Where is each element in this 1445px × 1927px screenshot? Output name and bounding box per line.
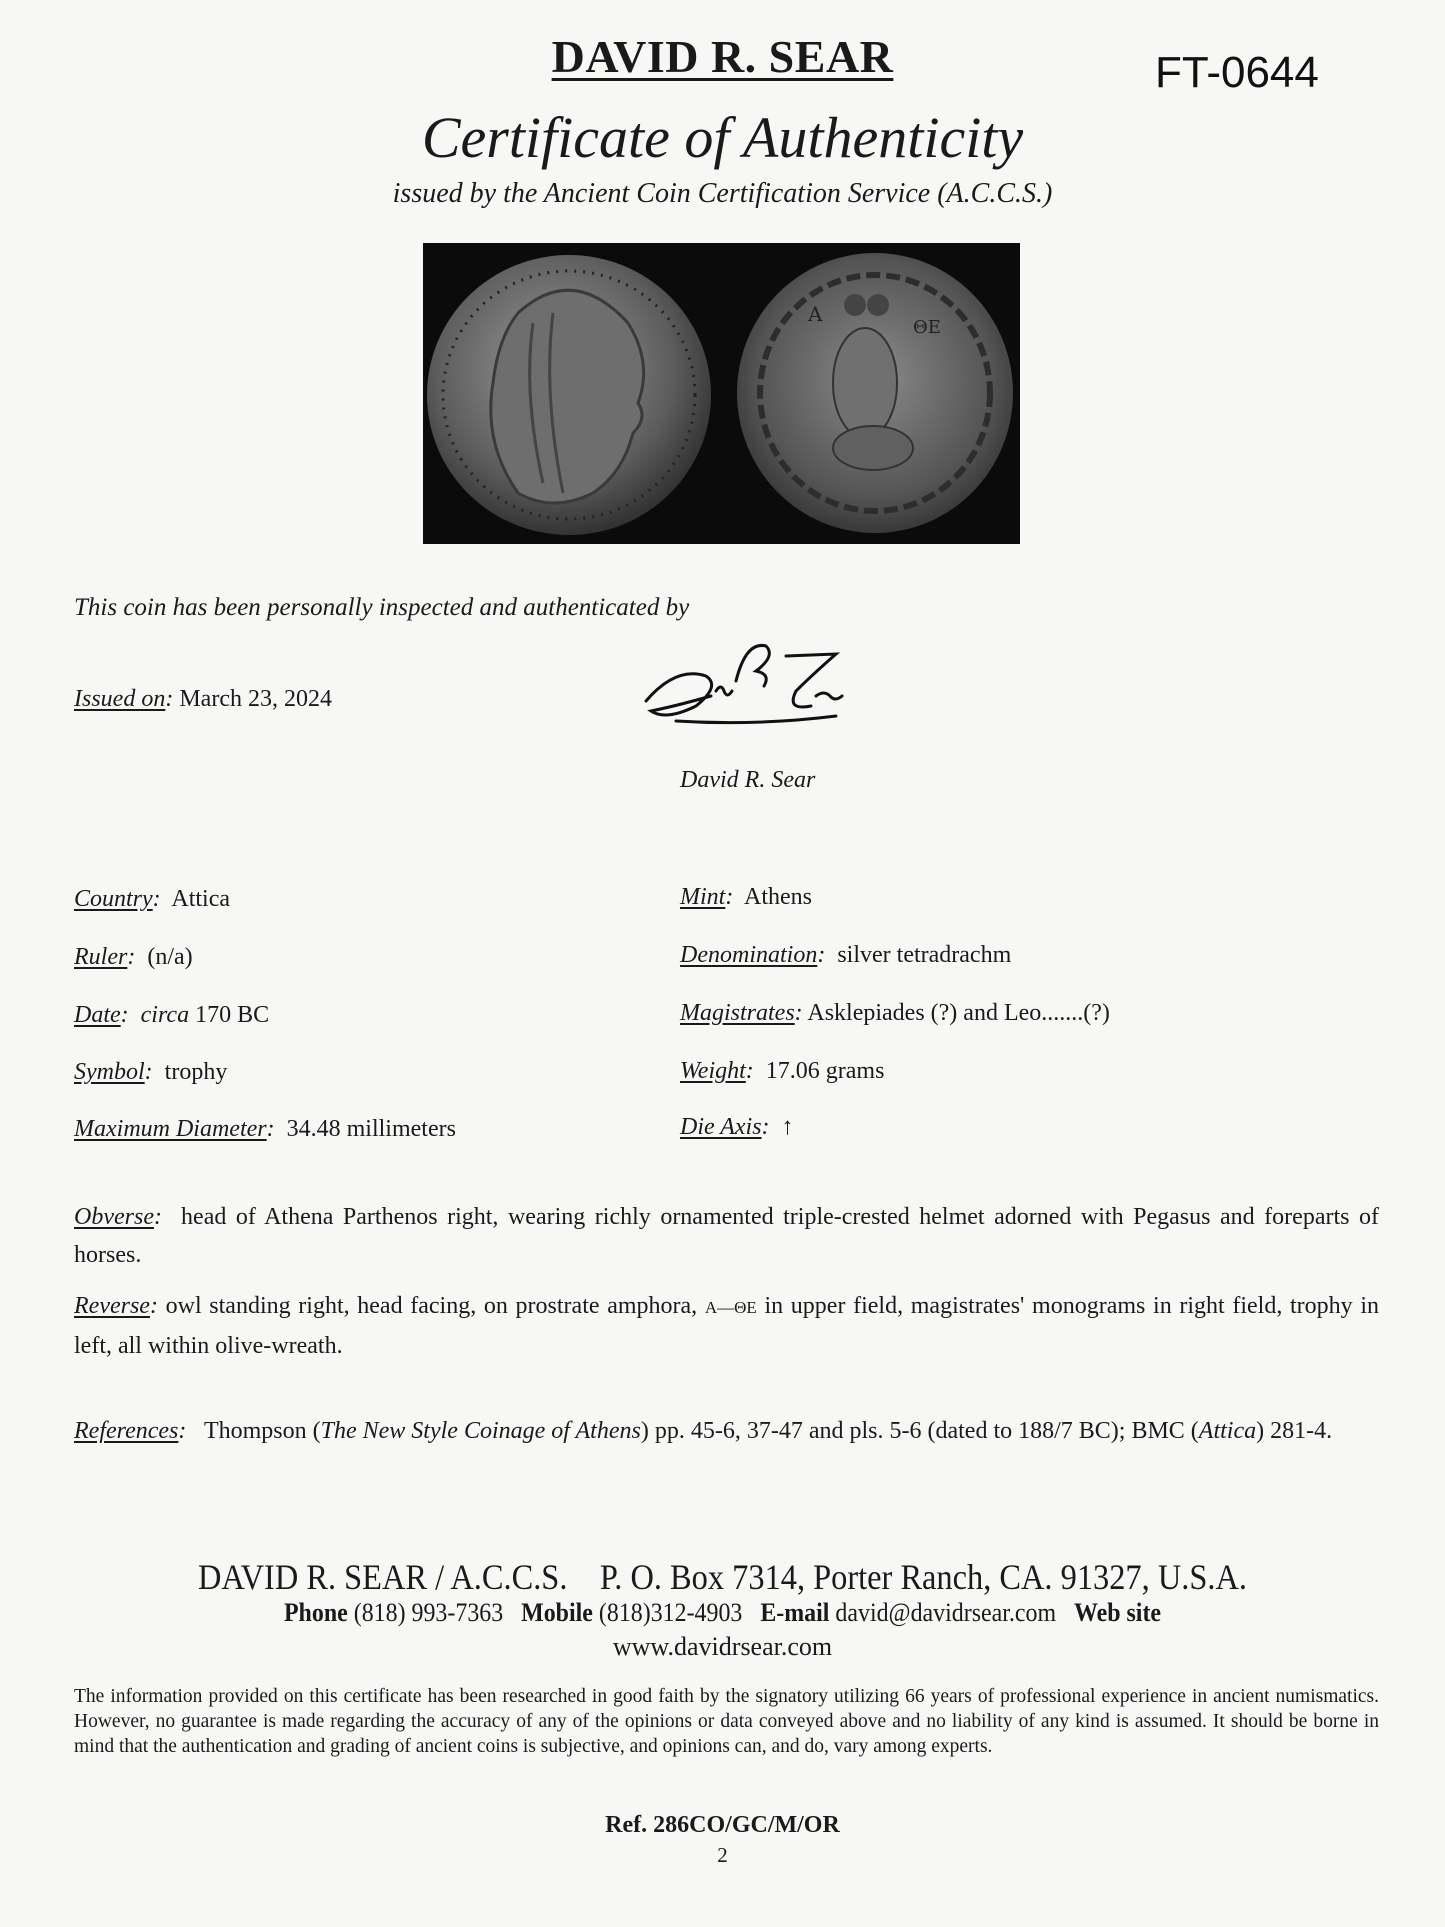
field-weight: Weight: 17.06 grams <box>680 1058 885 1084</box>
issued-date: March 23, 2024 <box>179 686 332 712</box>
email-address[interactable]: david@davidrsear.com <box>835 1598 1057 1627</box>
field-maximum-diameter: Maximum Diameter: 34.48 millimeters <box>74 1116 456 1142</box>
field-magistrates: Magistrates: Asklepiades (?) and Leo.......(?) <box>680 1000 1110 1026</box>
coin-obverse <box>427 255 711 535</box>
reference-text: ) pp. 45-6, 37-47 and pls. 5-6 (dated to 188/7 BC); BMC ( <box>640 1418 1199 1444</box>
coin-reverse <box>737 253 1013 533</box>
field-value: trophy <box>164 1059 228 1085</box>
field-value: Athens <box>744 884 813 910</box>
field-denomination: Denomination: silver tetradrachm <box>680 942 1012 968</box>
issued-on-label: Issued on <box>74 686 166 712</box>
page-number: 2 <box>717 1843 728 1867</box>
field-value: Attica <box>171 886 230 912</box>
obverse-description: Obverse: head of Athena Parthenos right, wearing richly ornamented triple-crested helmet adorned with Pegasus and foreparts of horses. <box>74 1204 1380 1268</box>
reference-title: Attica <box>1198 1418 1257 1444</box>
field-value: 170 BC <box>195 1002 270 1028</box>
references-label: References <box>74 1418 179 1444</box>
reverse-text: owl standing right, head facing, on prostrate amphora, <box>165 1293 698 1319</box>
field-date: Date: circa 170 BC <box>74 1002 270 1028</box>
field-label: Die Axis <box>680 1114 762 1140</box>
field-label: Country <box>74 886 153 912</box>
signer-name: David R. Sear <box>680 767 816 793</box>
field-label: Weight <box>680 1058 746 1084</box>
issued-on: Issued on: March 23, 2024 <box>74 686 332 712</box>
website-url[interactable]: www.davidrsear.com <box>612 1632 833 1661</box>
field-value: 34.48 millimeters <box>286 1116 456 1142</box>
field-label: Symbol <box>74 1059 145 1085</box>
svg-text:ΘΕ: ΘΕ <box>913 317 941 338</box>
field-value: Asklepiades (?) and Leo.......(?) <box>807 1000 1110 1026</box>
mobile-number: (818)312-4903 <box>598 1598 743 1627</box>
issuer-name-heading: DAVID R. SEAR <box>551 31 894 82</box>
references: References: Thompson (The New Style Coinage of Athens) pp. 45-6, 37-47 and pls. 5-6 (dated to 188/7 BC); BMC (Attica) 281-4. <box>74 1418 1333 1444</box>
field-mint: Mint: Athens <box>680 884 813 910</box>
mobile-label: Mobile <box>521 1598 593 1627</box>
disclaimer: The information provided on this certificate has been researched in good faith by the signatory utilizing 66 years of professional experience in ancient numismatics. However, no guarantee is made regarding the accuracy of any of the opinions or data conveyed above and no liability of any kind is assumed. It should be borne in mind that the authentication and grading of ancient coins is subjective, and opinions can, and do, vary among experts. <box>74 1686 1379 1757</box>
signature <box>636 636 886 736</box>
phone-label: Phone <box>283 1598 348 1627</box>
reverse-legend: Α—ΘΕ <box>704 1298 757 1317</box>
field-die-axis: Die Axis: ↑ <box>680 1114 794 1140</box>
field-label: Denomination <box>680 942 818 968</box>
coin-photo <box>423 243 1020 544</box>
field-label: Ruler <box>74 944 128 970</box>
field-label: Date <box>74 1002 121 1028</box>
field-symbol: Symbol: trophy <box>74 1059 228 1085</box>
field-value-prefix: circa <box>140 1002 190 1028</box>
authentication-statement: This coin has been personally inspected and authenticated by <box>74 594 690 621</box>
obverse-label: Obverse <box>74 1204 154 1230</box>
field-ruler: Ruler: (n/a) <box>74 944 193 970</box>
field-value: silver tetradrachm <box>837 942 1012 968</box>
certificate-id: FT-0644 <box>1155 48 1319 97</box>
footer-contact <box>58 1598 1387 1628</box>
field-value: (n/a) <box>147 944 193 970</box>
phone-number: (818) 993-7363 <box>353 1598 504 1627</box>
website-label: Web site <box>1073 1598 1162 1627</box>
reverse-text-cont: in upper field, magistrates' monograms in right field, trophy in left, all within olive-wreath. <box>74 1293 1380 1359</box>
field-country: Country: Attica <box>74 886 230 912</box>
footer-address: DAVID R. SEAR / A.C.C.S. P. O. Box 7314, Porter Ranch, CA. 91327, U.S.A. <box>198 1557 1247 1597</box>
field-value: 17.06 grams <box>765 1058 885 1084</box>
reverse-description: Reverse: owl standing right, head facing, on prostrate amphora, Α—ΘΕ in upper field, magistrates' monograms in right field, trophy in left, all within olive-wreath. <box>74 1293 1380 1359</box>
svg-text:Α: Α <box>808 302 823 326</box>
reference-code: Ref. 286CO/GC/M/OR <box>605 1812 840 1838</box>
email-label: E-mail <box>760 1598 830 1627</box>
field-label: Maximum Diameter <box>74 1116 267 1142</box>
field-label: Magistrates <box>680 1000 795 1026</box>
reference-title: The New Style Coinage of Athens <box>320 1418 641 1444</box>
reference-text: Thompson ( <box>203 1418 321 1444</box>
field-value: ↑ <box>781 1114 794 1140</box>
reverse-label: Reverse <box>74 1293 150 1319</box>
certificate-subtitle: issued by the Ancient Coin Certification Service (A.C.C.S.) <box>392 178 1053 209</box>
certificate-title: Certificate of Authenticity <box>421 105 1024 170</box>
reference-text: ) 281-4. <box>1256 1418 1333 1444</box>
field-label: Mint <box>680 884 726 910</box>
obverse-text: head of Athena Parthenos right, wearing richly ornamented triple-crested helmet adorned with Pegasus and foreparts of horses. <box>74 1204 1380 1268</box>
